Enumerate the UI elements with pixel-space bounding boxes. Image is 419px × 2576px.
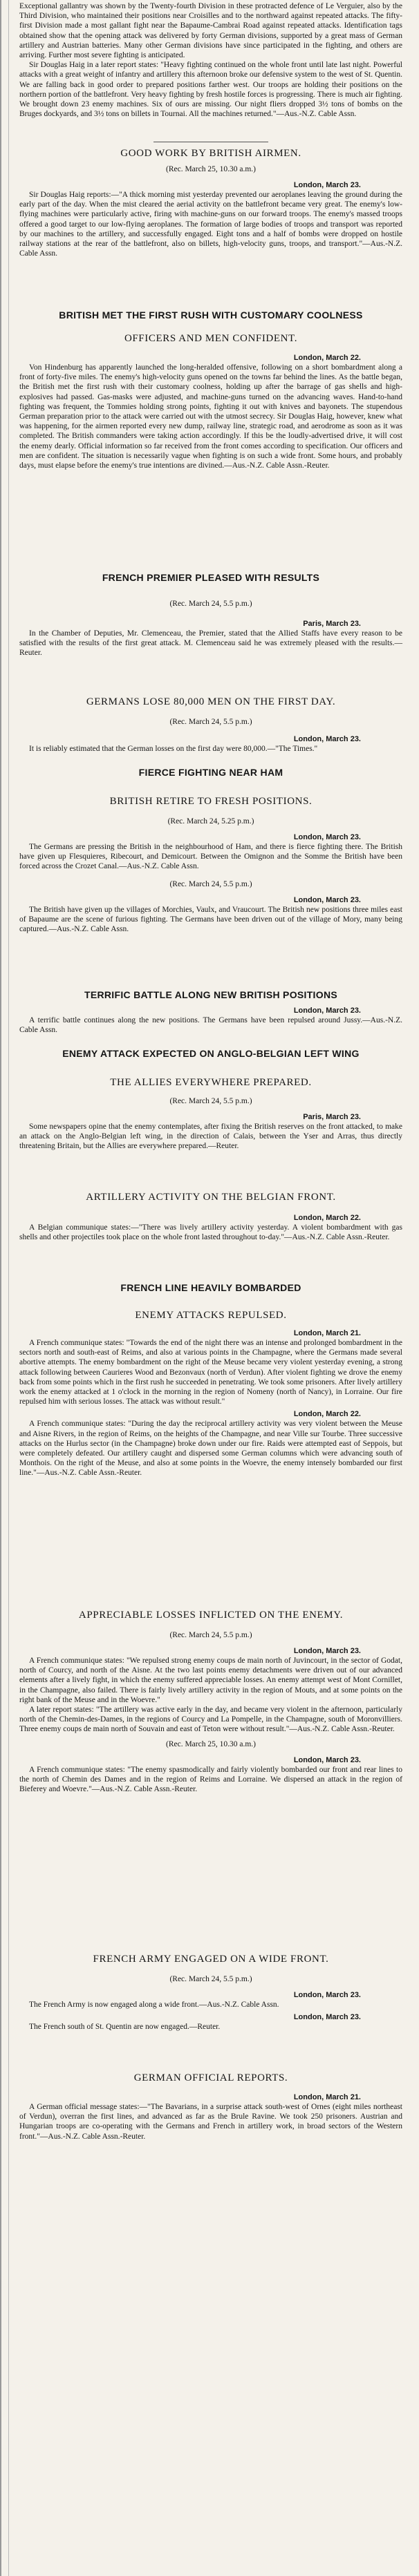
dateline-text: Paris, March 23. — [303, 1113, 361, 1121]
dateline — [19, 832, 402, 842]
paragraph: A later report states: "The artillery was active early in the day, and became very violent in the afternoon, particularly north of the Chemin-des-Dames, in the regions of Courcy and La Pompelle, in the Champagne, south of Moronvilliers. Three enemy coups de main north of Souvain and east of Teton were without result."—Aus.-N.Z. Cable Assn.-Reuter. — [19, 1706, 402, 1734]
article-anglo-belgian — [19, 1048, 402, 1152]
article-germans-lose — [19, 696, 402, 754]
received-date: (Rec. March 24, 5.5 p.m.) — [169, 1631, 252, 1639]
article-terrific-battle — [19, 989, 402, 1035]
dateline — [19, 1646, 402, 1656]
paragraph: Exceptional gallantry was shown by the Twenty-fourth Division in these protracted defence of Le Verguier, also by the Third Division, who maintained their positions near Croisilles and to the northward against repeated attacks. The fifty-first Division made a most gallant fight near the Bapaume-Cambrai Road against repeated attacks. Identification tags obtained show that the opening attack was delivered by forty German divisions, supported by a great mass of German artillery and Austrian batteries. Many other German divisions have since participated in the fighting, and others are arriving. Further most severe fighting is anticipated. — [19, 2, 402, 60]
dateline — [19, 1112, 402, 1122]
paragraph: A German official message states:—"The Bavarians, in a surprise attack south-west of Ornes (eight miles northeast of Verdun), overran the first lines, and advanced as far as the Brule Ravine. We took 250 prisoners. Austrian and Hungarian troops are co-operating with the Germans and French in artillery work, in broad sectors of the Western front."—Aus.-N.Z. Cable Assn.-Reuter. — [19, 2103, 402, 2141]
column-rule — [8, 0, 9, 2576]
headline: TERRIFIC BATTLE ALONG NEW BRITISH POSITIONS — [84, 989, 337, 1000]
dateline-text: London, March 23. — [293, 735, 361, 743]
paragraph: A French communique states: "The enemy spasmodically and fairly violently bombarded our front and rear lines to the north of Chemin des Dames and in the region of Reims and Lorraine. We dispersed an attack in the region of Bieferey and Woevre."—Aus.-N.Z. Cable Assn.-Reuter. — [19, 1765, 402, 1794]
received-date: (Rec. March 24, 5.5 p.m.) — [169, 879, 252, 888]
dateline-text: London, March 23. — [293, 1755, 361, 1764]
received-date: (Rec. March 24, 5.5 p.m.) — [169, 600, 252, 608]
headline: FRENCH ARMY ENGAGED ON A WIDE FRONT. — [93, 1954, 329, 1965]
paragraph: A French communique states: "Towards the end of the night there was an intense and prolonged bombardment in the sectors north and south-east of Reims, and also at various points in the Champagne, where the Germans made several abortive attempts. The enemy bombardment on the right of the Meuse became very violent yesterday evening, a strong attack following between Caurieres Wood and Bezonvaux (north of Verdun). After violent fighting we drove the enemy back from some points which in the first rush he succeeded in penetrating. We took some prisoners. After lively artillery work the enemy attacked at 1 o'clock in the morning in the region of Nomeny (north of Nancy), in Lorraine. Our fire repulsed him with serious losses. The attack was without result." — [19, 1339, 402, 1406]
paragraph: The British have given up the villages of Morchies, Vaulx, and Vraucourt. The British new positions three miles east of Bapaume are the scene of furious fighting. The Germans have been driven out of the village of Mory, many being captured.—Aus.-N.Z. Cable Assn. — [19, 905, 402, 934]
paragraph: Sir Douglas Haig reports:—"A thick morning mist yesterday prevented our aeroplanes leaving the ground during the early part of the day. When the mist cleared the aerial activity on the battlefront became very great. The enemy's low-flying machines were particularly active, firing with machine-guns on our forward troops. The enemy's massed troops offered a good target to our low-flying aeroplanes. The formation of large bodies of troops and transport was reported by our machines to the artillery, and successfully engaged. Eight tons and a half of bombs were dropped on hostile railway stations at the rear of the battlefront, also on billets, high-velocity guns, troops, and transport."—Aus.-N.Z. Cable Assn. — [19, 191, 402, 258]
paragraph: A French communique states: "We repulsed strong enemy coups de main north of Juvincourt, in the sector of Godat, north of Courcy, and north of the Aisne. At the two last points enemy detachments were driven out of our advanced elements after a lively fight, in which the enemy suffered appreciable losses. An enemy attempt west of Mont Cornillet, in the Champagne, also failed. There is fairly lively artillery activity in the region of Mouts, and at some points on the right bank of the Meuse and in the Woevre." — [19, 1657, 402, 1704]
headline: GERMANS LOSE 80,000 MEN ON THE FIRST DAY. — [86, 696, 336, 707]
dateline-text: London, March 22. — [293, 1410, 361, 1419]
dateline — [19, 2012, 402, 2022]
dateline — [19, 2092, 402, 2102]
dateline-text: London, March 22. — [293, 354, 361, 362]
dateline-text: London, March 21. — [293, 2093, 361, 2101]
dateline-text: London, March 23. — [293, 181, 361, 189]
dateline-text: London, March 23. — [293, 833, 361, 841]
dateline — [19, 619, 402, 629]
dateline-text: London, March 23. — [293, 1006, 361, 1015]
article-fighting-near-ham — [19, 767, 402, 934]
article-british-coolness — [19, 309, 402, 470]
dateline — [19, 1006, 402, 1015]
article-belgian-front — [19, 1192, 402, 1242]
subheadline: BRITISH RETIRE TO FRESH POSITIONS. — [109, 796, 313, 807]
paragraph: A Belgian communique states:—"There was lively artillery activity yesterday. A violent bombardment with gas shells and other projectiles took place on the whole front lasted throughout to-day."—Aus.-N.Z. Cable Assn.-Reuter. — [19, 1223, 402, 1242]
article-french-premier — [19, 572, 402, 658]
dateline-text: London, March 21. — [293, 1329, 361, 1337]
paragraph: It is reliably estimated that the German losses on the first day were 80,000.—"The Times." — [29, 745, 318, 753]
dateline-text: London, March 23. — [293, 1991, 361, 1999]
article-good-work-airmen — [19, 142, 402, 258]
received-date: (Rec. March 24, 5.5 p.m.) — [169, 718, 252, 726]
paragraph: The Germans are pressing the British in the neighbourhood of Ham, and there is fierce fighting there. The British have given up Flesquieres, Ribecourt, and Demicourt. Between the Omignon and the Somme the British have been forced across the Crozet Canal.—Aus.-N.Z. Cable Assn. — [19, 843, 402, 871]
subheadline: APPRECIABLE LOSSES INFLICTED ON THE ENEMY. — [78, 1610, 344, 1621]
received-date: (Rec. March 25, 10.30 a.m.) — [166, 165, 256, 173]
article-appreciable-losses — [19, 1610, 402, 1794]
headline: GERMAN OFFICIAL REPORTS. — [133, 2072, 288, 2083]
article-french-line — [19, 1282, 402, 1478]
headline: FRENCH LINE HEAVILY BOMBARDED — [120, 1282, 301, 1293]
dateline — [19, 353, 402, 363]
subheadline: OFFICERS AND MEN CONFIDENT. — [124, 333, 298, 344]
received-date: (Rec. March 24, 5.5 p.m.) — [169, 1975, 252, 1983]
article-continuation — [19, 1, 402, 119]
headline: ENEMY ATTACK EXPECTED ON ANGLO-BELGIAN LEFT WING — [62, 1048, 360, 1059]
dateline — [19, 180, 402, 190]
subheadline: ENEMY ATTACKS REPULSED. — [135, 1310, 287, 1321]
dateline — [19, 1328, 402, 1338]
headline: GOOD WORK BY BRITISH AIRMEN. — [120, 148, 301, 159]
dateline — [19, 1409, 402, 1419]
dateline-text: London, March 23. — [293, 1647, 361, 1655]
paragraph: Sir Douglas Haig in a later report states: "Heavy fighting continued on the whole front until late last night. Powerful attacks with a great weight of infantry and artillery this afternoon broke our defensive system to the west of St. Quentin. We are falling back in good order to prepared positions farther west. Our troops are holding their positions on the northern portion of the battlefront. Very heavy fighting by fresh hostile forces is progressing. There is much air fighting. We brought down 23 enemy machines. Six of ours are missing. Our night fliers dropped 3½ tons of bombs on the Bruges dockyards, and 3½ tons on billets in Tournai. All the machines returned."—Aus.-N.Z. Cable Assn. — [19, 61, 402, 119]
paragraph: A French communique states: "During the day the reciprocal artillery activity was very violent between the Meuse and Aisne Rivers, in the region of Reims, on the heights of the Champagne, and near Ville sur Tourbe. Three successive attacks on the Hurlus sector (in the Champagne) broke down under our fire. Raids were attempted east of Seppois, but were completely defeated. Our artillery caught and dispersed some German columns which were advancing south of Monthois. On the right of the Meuse, and also at some points in the Woevre, the enemy intensely bombarded our first line."—Aus.-N.Z. Cable Assn.-Reuter. — [19, 1420, 402, 1478]
article-german-official — [19, 2072, 402, 2141]
headline: FIERCE FIGHTING NEAR HAM — [138, 767, 283, 778]
dateline-text: Paris, March 23. — [303, 620, 361, 628]
article-french-army — [19, 1954, 402, 2032]
dateline — [19, 1755, 402, 1765]
paragraph: Some newspapers opine that the enemy contemplates, after fixing the British reserves on the front attacked, to make an attack on the Anglo-Belgian left wing, in the direction of Calais, between the Yser and Arras, thus directly threatening Britain, but the Allies are everywhere prepared.—Reuter. — [19, 1123, 402, 1151]
dateline — [19, 734, 402, 744]
subheadline: THE ALLIES EVERYWHERE PREPARED. — [110, 1077, 312, 1088]
received-date: (Rec. March 25, 10.30 a.m.) — [166, 1739, 256, 1748]
received-date: (Rec. March 24, 5.5 p.m.) — [169, 1097, 252, 1105]
paragraph: The French south of St. Quentin are now engaged.—Reuter. — [29, 2023, 221, 2032]
paragraph: A terrific battle continues along the new positions. The Germans have been repulsed around Jussy.—Aus.-N.Z. Cable Assn. — [19, 1016, 402, 1035]
headline: BRITISH MET THE FIRST RUSH WITH CUSTOMARY COOLNESS — [59, 309, 363, 321]
dateline — [19, 895, 402, 905]
headline: FRENCH PREMIER PLEASED WITH RESULTS — [102, 572, 320, 583]
paragraph: In the Chamber of Deputies, Mr. Clemenceau, the Premier, stated that the Allied Staffs have every reason to be satisfied with the results of the first great attack. M. Clemenceau said he was extremely pleased with the results.—Reuter. — [19, 629, 402, 658]
dateline — [19, 1990, 402, 2000]
dateline-text: London, March 22. — [293, 1214, 361, 1222]
paragraph: The French Army is now engaged along a wide front.—Aus.-N.Z. Cable Assn. — [29, 2001, 279, 2009]
dateline — [19, 1213, 402, 1223]
dateline-text: London, March 23. — [293, 2013, 361, 2022]
received-date: (Rec. March 24, 5.25 p.m.) — [167, 817, 254, 826]
dateline-text: London, March 23. — [293, 895, 361, 904]
subheadline: ARTILLERY ACTIVITY ON THE BELGIAN FRONT. — [86, 1192, 336, 1203]
paragraph: Von Hindenburg has apparently launched the long-heralded offensive, following on a short bombardment along a front of forty-five miles. The enemy's high-velocity guns opened on the towns far behind the lines. As the battle began, the British met the first rush with their customary coolness, holding up after the barrage of gas shells and high-explosives had passed. Gas-masks were adjusted, and machine-guns turned on the advancing waves. Hand-to-hand fighting was frequent, the Tommies holding strong points, fighting it out with knives and bayonets. The stupendous German preparation prior to the attack were carried out with the utmost secrecy. Sir Douglas Haig, however, knew what was happening, for the airmen reported every new dump, railway line, strategic road, and aerodrome as soon as it was completed. The British commanders were taking action accordingly. If this be the loudly-advertised drive, it will cost the enemy dearly. Official information so far received from the front comes according to specification. Our officers and men are confident. The situation is necessarily vague when fighting is on such a wide front. Some hours, and probably days, must elapse before the enemy's true intentions are divined.—Aus.-N.Z. Cable Assn.-Reuter. — [19, 363, 402, 470]
